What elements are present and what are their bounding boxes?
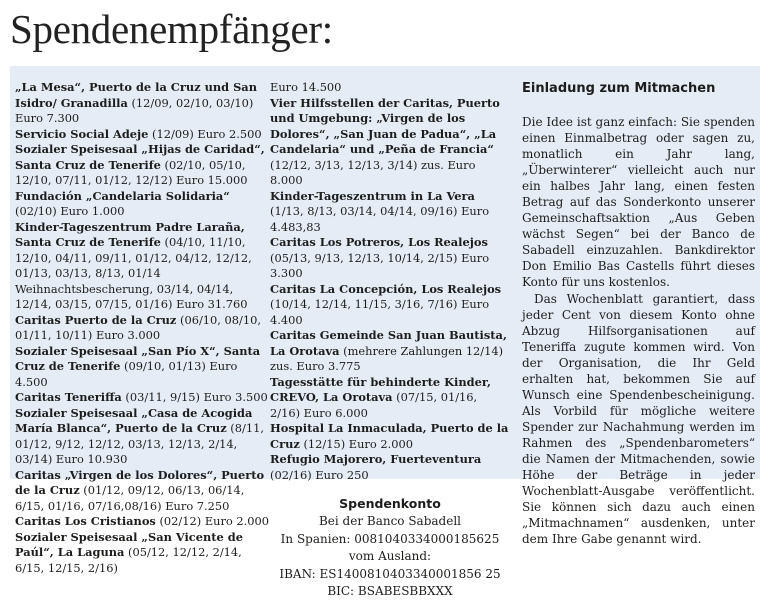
recipient-details: (1/13, 8/13, 03/14, 04/14, 09/16) Euro 4.483,83 (270, 204, 490, 234)
recipients-list-2 (270, 80, 510, 483)
recipient-details: (04/10, 11/10, 12/10, 04/11, 09/11, 01/12, 04/12, 12/12, 01/13, 03/13, 8/13, 01/14 Weihnachtsbescherung, 03/14, 04/14, 12/14, 03/15, 07/15, 01/16) Euro 31.760 (15, 235, 252, 311)
spendenkonto-bic: BIC: BSABESBBXXX (327, 584, 453, 598)
recipient-details: (06/10, 08/10, 01/11, 10/11) Euro 3.000 (15, 312, 261, 342)
recipient-entry (15, 530, 270, 577)
spendenkonto-spain: In Spanien: 0081040334000185625 (280, 531, 500, 546)
recipient-name: Tagesstätte für behinderte Kinder, CREVO, La Orotava (270, 374, 491, 404)
recipient-details: (09/10, 01/13) Euro 4.500 (15, 359, 238, 389)
recipient-name: Sozialer Speisesaal „San Vicente de Paúl“, La Laguna (15, 529, 243, 559)
recipient-details: (02/10, 05/10, 12/10, 07/11, 01/12, 12/12) Euro 15.000 (15, 157, 248, 187)
recipient-details: (05/12, 12/12, 2/14, 6/15, 12/15, 2/16) (15, 545, 242, 575)
recipient-details: (03/11, 9/15) Euro 3.500 (121, 390, 268, 404)
einladung-paragraph-2: Das Wochenblatt garantiert, dass jeder Cent von diesem Konto ohne Abzug Hilfsorganisationen auf Teneriffa zugute kommen wird. Von der Organisation, die Ihr Geld erhalten hat, bekommen Sie auf Wunsch eine Spendenbescheinigung. Als Vorbild für mögliche weitere Spender zur Nachahmung werden im Rahmen des „Spendenbarometers“ die Namen der Mitmachenden, sowie Höhe der Beträge in jeder Wochenblatt-Ausgabe veröffentlicht. Sie können sich dazu auch einen „Mitmachnamen“ ausdenken, unter dem Ihre Gabe genannt wird. (522, 292, 755, 546)
recipient-entry (15, 406, 270, 468)
recipient-entry (270, 375, 510, 422)
recipient-name: Sozialer Speisesaal „San Pío X“, Santa Cruz de Tenerife (15, 343, 261, 373)
recipient-entry (15, 514, 270, 530)
recipient-entry (270, 235, 510, 282)
recipient-details: (8/11, 01/12, 9/12, 12/12, 03/13, 12/13, 2/14, 03/14) Euro 10.930 (15, 421, 264, 466)
recipient-details: (12/15) Euro 2.000 (299, 436, 413, 451)
recipient-name: Kinder-Tageszentrum Padre Laraña, Santa Cruz de Tenerife (15, 219, 245, 249)
recipient-details: (mehrere Zahlungen 12/14) zus. Euro 3.775 (270, 343, 504, 373)
recipient-entry (270, 452, 510, 483)
recipient-entry (270, 96, 510, 189)
recipient-entry (15, 142, 270, 189)
recipient-name: Hospital La Inmaculada, Puerto de la Cruz (270, 421, 509, 451)
recipient-name: Sozialer Speisesaal „Casa de Acogida María Blanca“, Puerto de la Cruz (15, 405, 253, 435)
recipient-entry (270, 421, 510, 452)
recipient-details: Euro 14.500 (270, 80, 342, 94)
recipient-details: (02/12) Euro 2.000 (155, 514, 269, 528)
recipient-entry (270, 189, 510, 236)
recipient-name: Caritas La Concepción, Los Realejos (270, 281, 502, 296)
recipient-name: Kinder-Tageszentrum in La Vera (270, 188, 475, 203)
recipient-entry (15, 468, 270, 515)
recipient-name: Caritas Los Potreros, Los Realejos (270, 235, 488, 249)
recipient-name: Sozialer Speisesaal „Hijas de Caridad“, Santa Cruz de Tenerife (15, 142, 265, 172)
spendenkonto-abroad-label: vom Ausland: (348, 549, 432, 563)
recipient-entry (15, 80, 270, 127)
einladung-column (522, 80, 755, 547)
recipients-column-1 (15, 80, 270, 576)
einladung-title: Einladung zum Mitmachen (522, 81, 716, 96)
recipient-entry (15, 390, 270, 406)
spendenkonto-bank: Bei der Banco Sabadell (318, 514, 462, 528)
recipient-name: Caritas Gemeinde San Juan Bautista, La Orotava (270, 328, 507, 358)
recipient-details: (07/15, 01/16, 2/16) Euro 6.000 (270, 390, 478, 420)
recipient-entry (15, 220, 270, 313)
recipient-details: (02/10) Euro 1.000 (15, 204, 125, 218)
recipient-name: Fundación „Candelaria Solidaria“ (15, 188, 230, 203)
einladung-paragraph-1: Die Idee ist ganz einfach: Sie spenden einen Einmalbetrag oder sagen zu, monatlich ein Jahr lang, „Überwinterer“ vielleicht auch nur ein halbes Jahr lang, einen festen Betrag auf das Sonderkonto unserer Gemeinschaftsaktion „Aus Geben wächst Segen“ bei der Banco de Sabadell einzuzahlen. Bankdirektor Don Emilio Bas Castells führt dieses Konto für uns kostenlos. (522, 115, 755, 289)
page-title: Spendenempfänger: (10, 6, 333, 52)
recipient-details: (01/12, 09/12, 06/13, 06/14, 6/15, 01/16, 07/16,08/16) Euro 7.250 (15, 483, 245, 513)
recipient-entry (270, 328, 510, 375)
recipient-details: (02/16) Euro 250 (270, 467, 369, 482)
recipient-name: Caritas Los Cristianos (15, 514, 156, 528)
recipient-entry (15, 127, 270, 143)
recipient-details: (12/09, 02/10, 03/10) Euro 7.300 (15, 95, 254, 125)
recipient-entry (270, 80, 510, 96)
recipient-name: Refugio Majorero, Fuerteventura (270, 452, 482, 466)
recipient-details: (12/09) Euro 2.500 (148, 126, 262, 141)
recipient-name: „La Mesa“, Puerto de la Cruz und San Isidro/ Granadilla (15, 80, 257, 110)
recipient-name: Caritas Puerto de la Cruz (15, 312, 177, 327)
recipient-name: Servicio Social Adeje (15, 126, 149, 141)
recipient-entry (15, 189, 270, 220)
recipient-entry (15, 344, 270, 391)
recipient-details: (05/13, 9/13, 12/13, 10/14, 2/15) Euro 3.300 (270, 250, 490, 280)
content-panel (10, 66, 760, 598)
recipient-entry (15, 313, 270, 344)
recipient-entry (270, 282, 510, 329)
recipient-name: Vier Hilfsstellen der Caritas, Puerto und Umgebung: „Virgen de los Dolores“, „San Juan de Padua“, „La Candelaria“ und „Peña de Francia“ (270, 95, 500, 156)
recipient-name: Caritas „Virgen de los Dolores“, Puerto de la Cruz (15, 467, 265, 497)
recipient-details: (10/14, 12/14, 11/15, 3/16, 7/16) Euro 4.400 (270, 297, 490, 327)
spendenkonto-title: Spendenkonto (339, 496, 441, 511)
recipient-name: Caritas Teneriffa (15, 390, 122, 404)
spendenkonto-box (270, 495, 510, 601)
spendenkonto-iban: IBAN: ES1400810403340001856 25 (279, 566, 501, 581)
recipient-details: (12/12, 3/13, 12/13, 3/14) zus. Euro 8.000 (270, 157, 476, 187)
recipients-column-2 (270, 80, 510, 601)
